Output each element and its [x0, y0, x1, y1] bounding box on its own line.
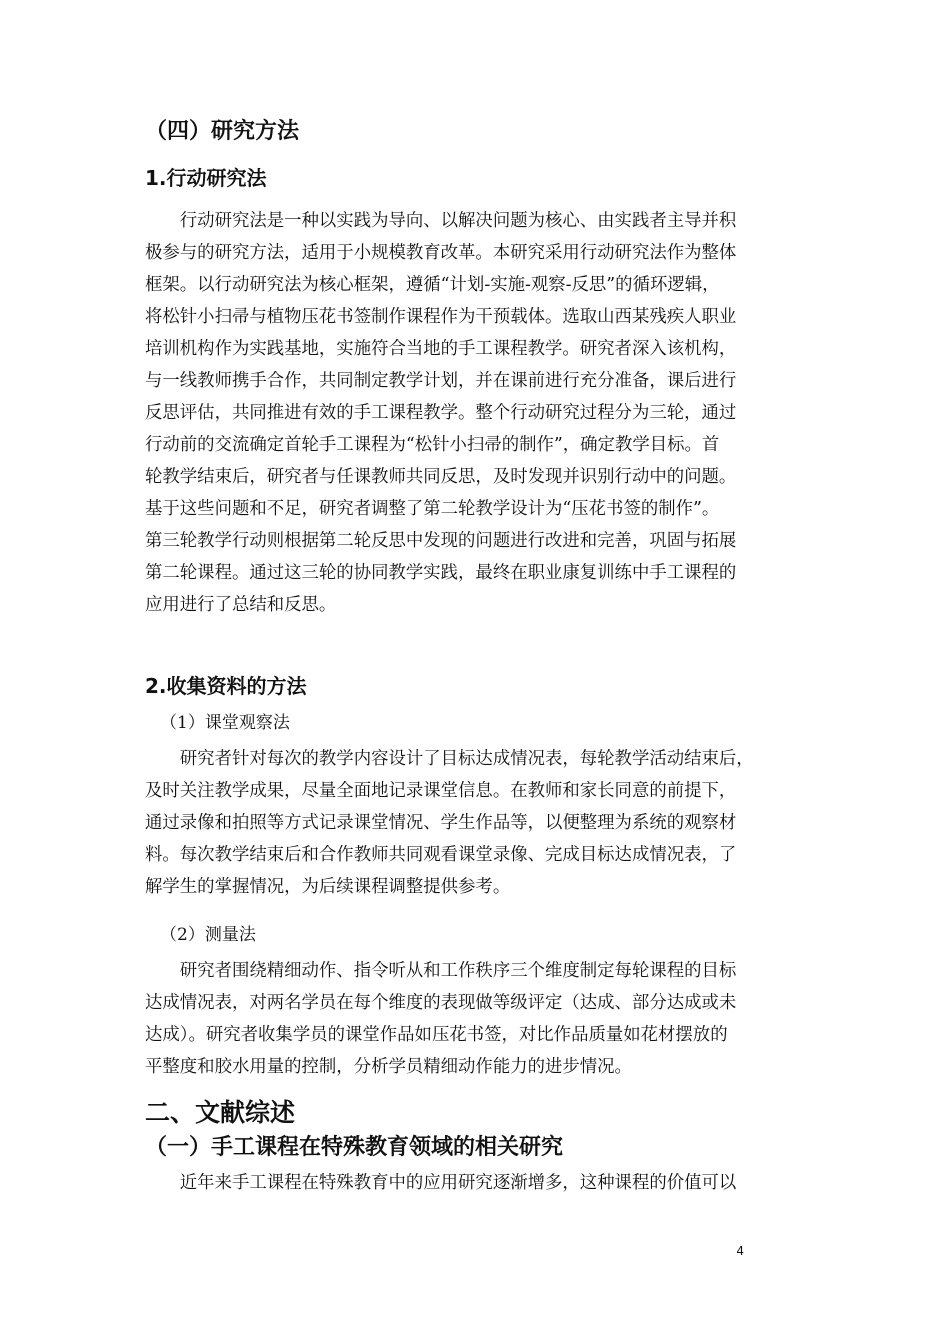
paragraph-line: 达成情况表，对两名学员在每个维度的表现做等级评定（达成、部分达成或未: [145, 993, 737, 1013]
paragraph-line: 及时关注教学成果，尽量全面地记录课堂信息。在教师和家长同意的前提下，: [145, 781, 737, 801]
subsection-title-data-collection: 2.收集资料的方法: [145, 674, 307, 698]
section-heading-research-methods: （四）研究方法: [145, 119, 300, 144]
paragraph-line: 将松针小扫帚与植物压花书签制作课程作为干预载体。选取山西某残疾人职业: [145, 307, 737, 327]
subsection-title-action-research: 1.行动研究法: [145, 166, 267, 190]
paragraph-line: 料。每次教学结束后和合作教师共同观看课堂录像、完成目标达成情况表，了: [145, 845, 737, 865]
subsubsection-title-measurement: （2）测量法: [160, 925, 256, 945]
paragraph-line: 近年来手工课程在特殊教育中的应用研究逐渐增多，这种课程的价值可以: [145, 1173, 737, 1193]
paragraph-line: 反思评估，共同推进有效的手工课程教学。整个行动研究过程分为三轮，通过: [145, 403, 737, 423]
paragraph-line: 研究者围绕精细动作、指令听从和工作秩序三个维度制定每轮课程的目标: [145, 961, 737, 981]
paragraph-line: 达成）。研究者收集学员的课堂作品如压花书签，对比作品质量如花材摆放的: [145, 1025, 728, 1045]
paragraph-line: 基于这些问题和不足，研究者调整了第二轮教学设计为“压花书签的制作”。: [145, 499, 720, 519]
paragraph-line: 研究者针对每次的教学内容设计了目标达成情况表，每轮教学活动结束后，: [145, 749, 754, 769]
paragraph-line: 轮教学结束后，研究者与任课教师共同反思，及时发现并识别行动中的问题。: [145, 467, 737, 487]
paragraph-line: 应用进行了总结和反思。: [145, 595, 337, 615]
paragraph-line: 解学生的掌握情况，为后续课程调整提供参考。: [145, 877, 511, 897]
subsection-heading-handcraft-special-education: （一）手工课程在特殊教育领域的相关研究: [145, 1135, 564, 1160]
paragraph-line: 极参与的研究方法，适用于小规模教育改革。本研究采用行动研究法作为整体: [145, 243, 737, 263]
paragraph-line: 平整度和胶水用量的控制，分析学员精细动作能力的进步情况。: [145, 1057, 632, 1077]
paragraph-line: 通过录像和拍照等方式记录课堂情况、学生作品等，以便整理为系统的观察材: [145, 813, 737, 833]
paragraph-line: 框架。以行动研究法为核心框架，遵循“计划-实施-观察-反思”的循环逻辑，: [145, 275, 720, 295]
paragraph-line: 培训机构作为实践基地，实施符合当地的手工课程教学。研究者深入该机构，: [145, 339, 737, 359]
paragraph-line: 行动研究法是一种以实践为导向、以解决问题为核心、由实践者主导并积: [145, 211, 737, 231]
page-number: 4: [736, 1244, 744, 1258]
subsubsection-title-classroom-observation: （1）课堂观察法: [160, 713, 290, 733]
paragraph-line: 行动前的交流确定首轮手工课程为“松针小扫帚的制作”，确定教学目标。首: [145, 435, 720, 455]
paragraph-line: 第三轮教学行动则根据第二轮反思中发现的问题进行改进和完善，巩固与拓展: [145, 531, 737, 551]
paragraph-line: 与一线教师携手合作，共同制定教学计划，并在课前进行充分准备，课后进行: [145, 371, 737, 391]
paragraph-line: 第二轮课程。通过这三轮的协同教学实践，最终在职业康复训练中手工课程的: [145, 563, 737, 583]
section-heading-literature-review: 二、文献综述: [145, 1098, 296, 1127]
